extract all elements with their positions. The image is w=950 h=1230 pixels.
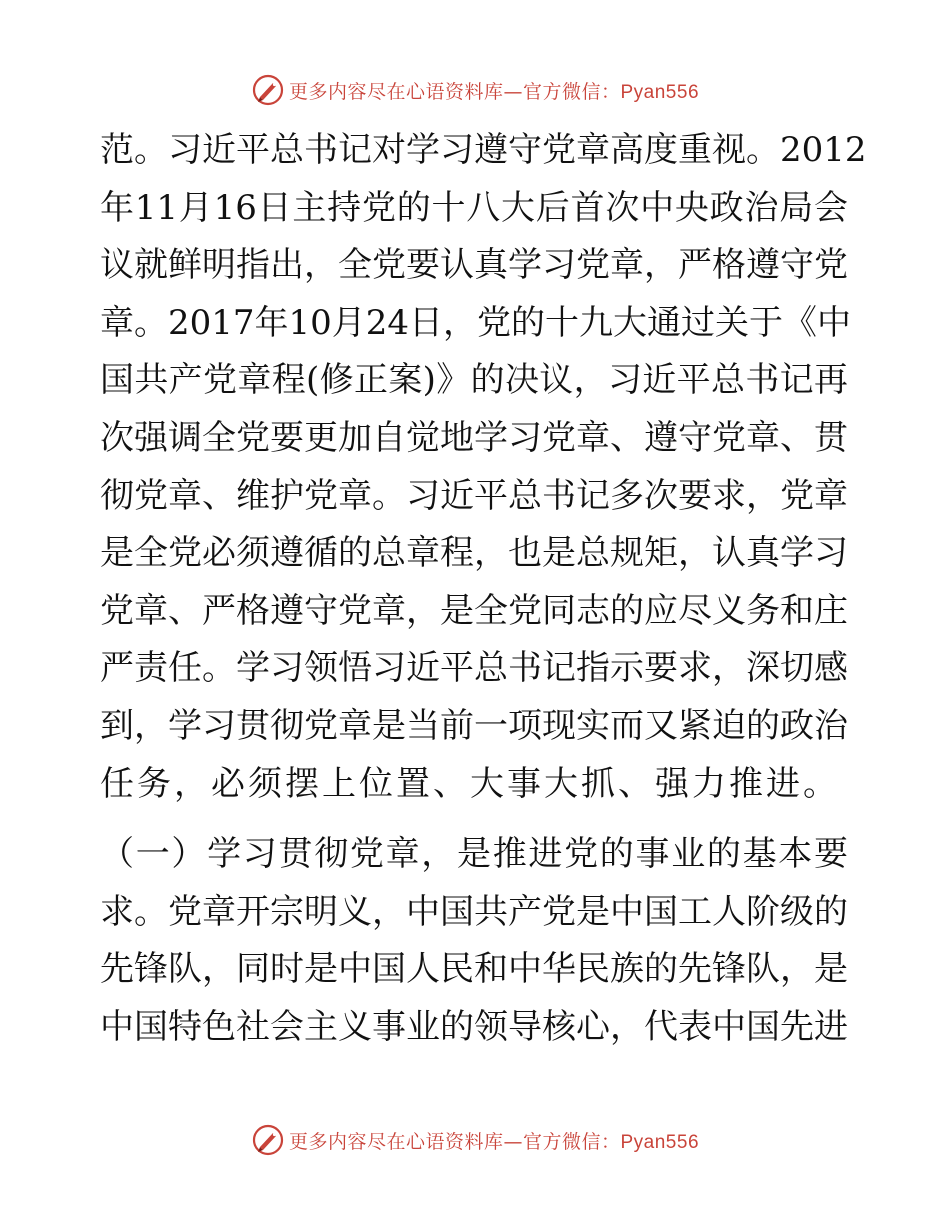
text-line: 范。习近平总书记对学习遵守党章高度重视。2012 [100, 130, 867, 170]
paragraph-gap [100, 813, 848, 826]
pen-seal-logo-icon [251, 73, 285, 107]
text-line: 彻党章、维护党章。习近平总书记多次要求，党章 [100, 475, 848, 516]
paragraph [100, 122, 867, 813]
header-watermark-banner [0, 70, 950, 110]
watermark-text [289, 1127, 699, 1154]
text-line: 任务，必须摆上位置、大事大抓、强力推进。 [100, 763, 840, 804]
watermark-separator: — [503, 80, 523, 103]
text-line: 章。2017年10月24日，党的十九大通过关于《中 [100, 302, 852, 343]
pen-seal-logo-icon [251, 1123, 285, 1157]
watermark-label: 官方微信： [522, 1130, 621, 1153]
text-line: 议就鲜明指出，全党要认真学习党章，严格遵守党 [100, 245, 848, 286]
text-line: 年11月16日主持党的十八大后首次中央政治局会 [100, 187, 848, 228]
watermark-title: 更多内容尽在心语资料库 [288, 1130, 504, 1153]
text-line: 是全党必须遵循的总章程，也是总规矩，认真学习 [100, 533, 848, 574]
text-line: 求。党章开宗明义，中国共产党是中国工人阶级的 [100, 891, 848, 932]
paragraph [100, 826, 848, 1056]
text-line: 到，学习贯彻党章是当前一项现实而又紧迫的政治 [100, 705, 848, 746]
text-line: 党章、严格遵守党章，是全党同志的应尽义务和庄 [100, 590, 848, 631]
watermark-handle: Pyan556 [620, 81, 700, 103]
watermark-handle: Pyan556 [620, 1131, 700, 1153]
watermark-label: 官方微信： [522, 80, 621, 103]
text-line: 次强调全党要更加自觉地学习党章、遵守党章、贯 [100, 417, 848, 458]
footer-watermark-banner [0, 1120, 950, 1160]
document-body [100, 122, 867, 1057]
watermark-title: 更多内容尽在心语资料库 [288, 80, 504, 103]
text-line: 中国特色社会主义事业的领导核心，代表中国先进 [100, 1006, 848, 1047]
watermark-separator: — [503, 1130, 523, 1153]
watermark-text [289, 77, 699, 104]
text-line: 国共产党章程(修正案)》的决议，习近平总书记再 [100, 360, 848, 401]
section-heading-line: （一）学习贯彻党章，是推进党的事业的基本要 [100, 834, 848, 875]
text-line: 严责任。学习领悟习近平总书记指示要求，深切感 [100, 648, 848, 689]
text-line: 先锋队，同时是中国人民和中华民族的先锋队，是 [100, 949, 848, 990]
